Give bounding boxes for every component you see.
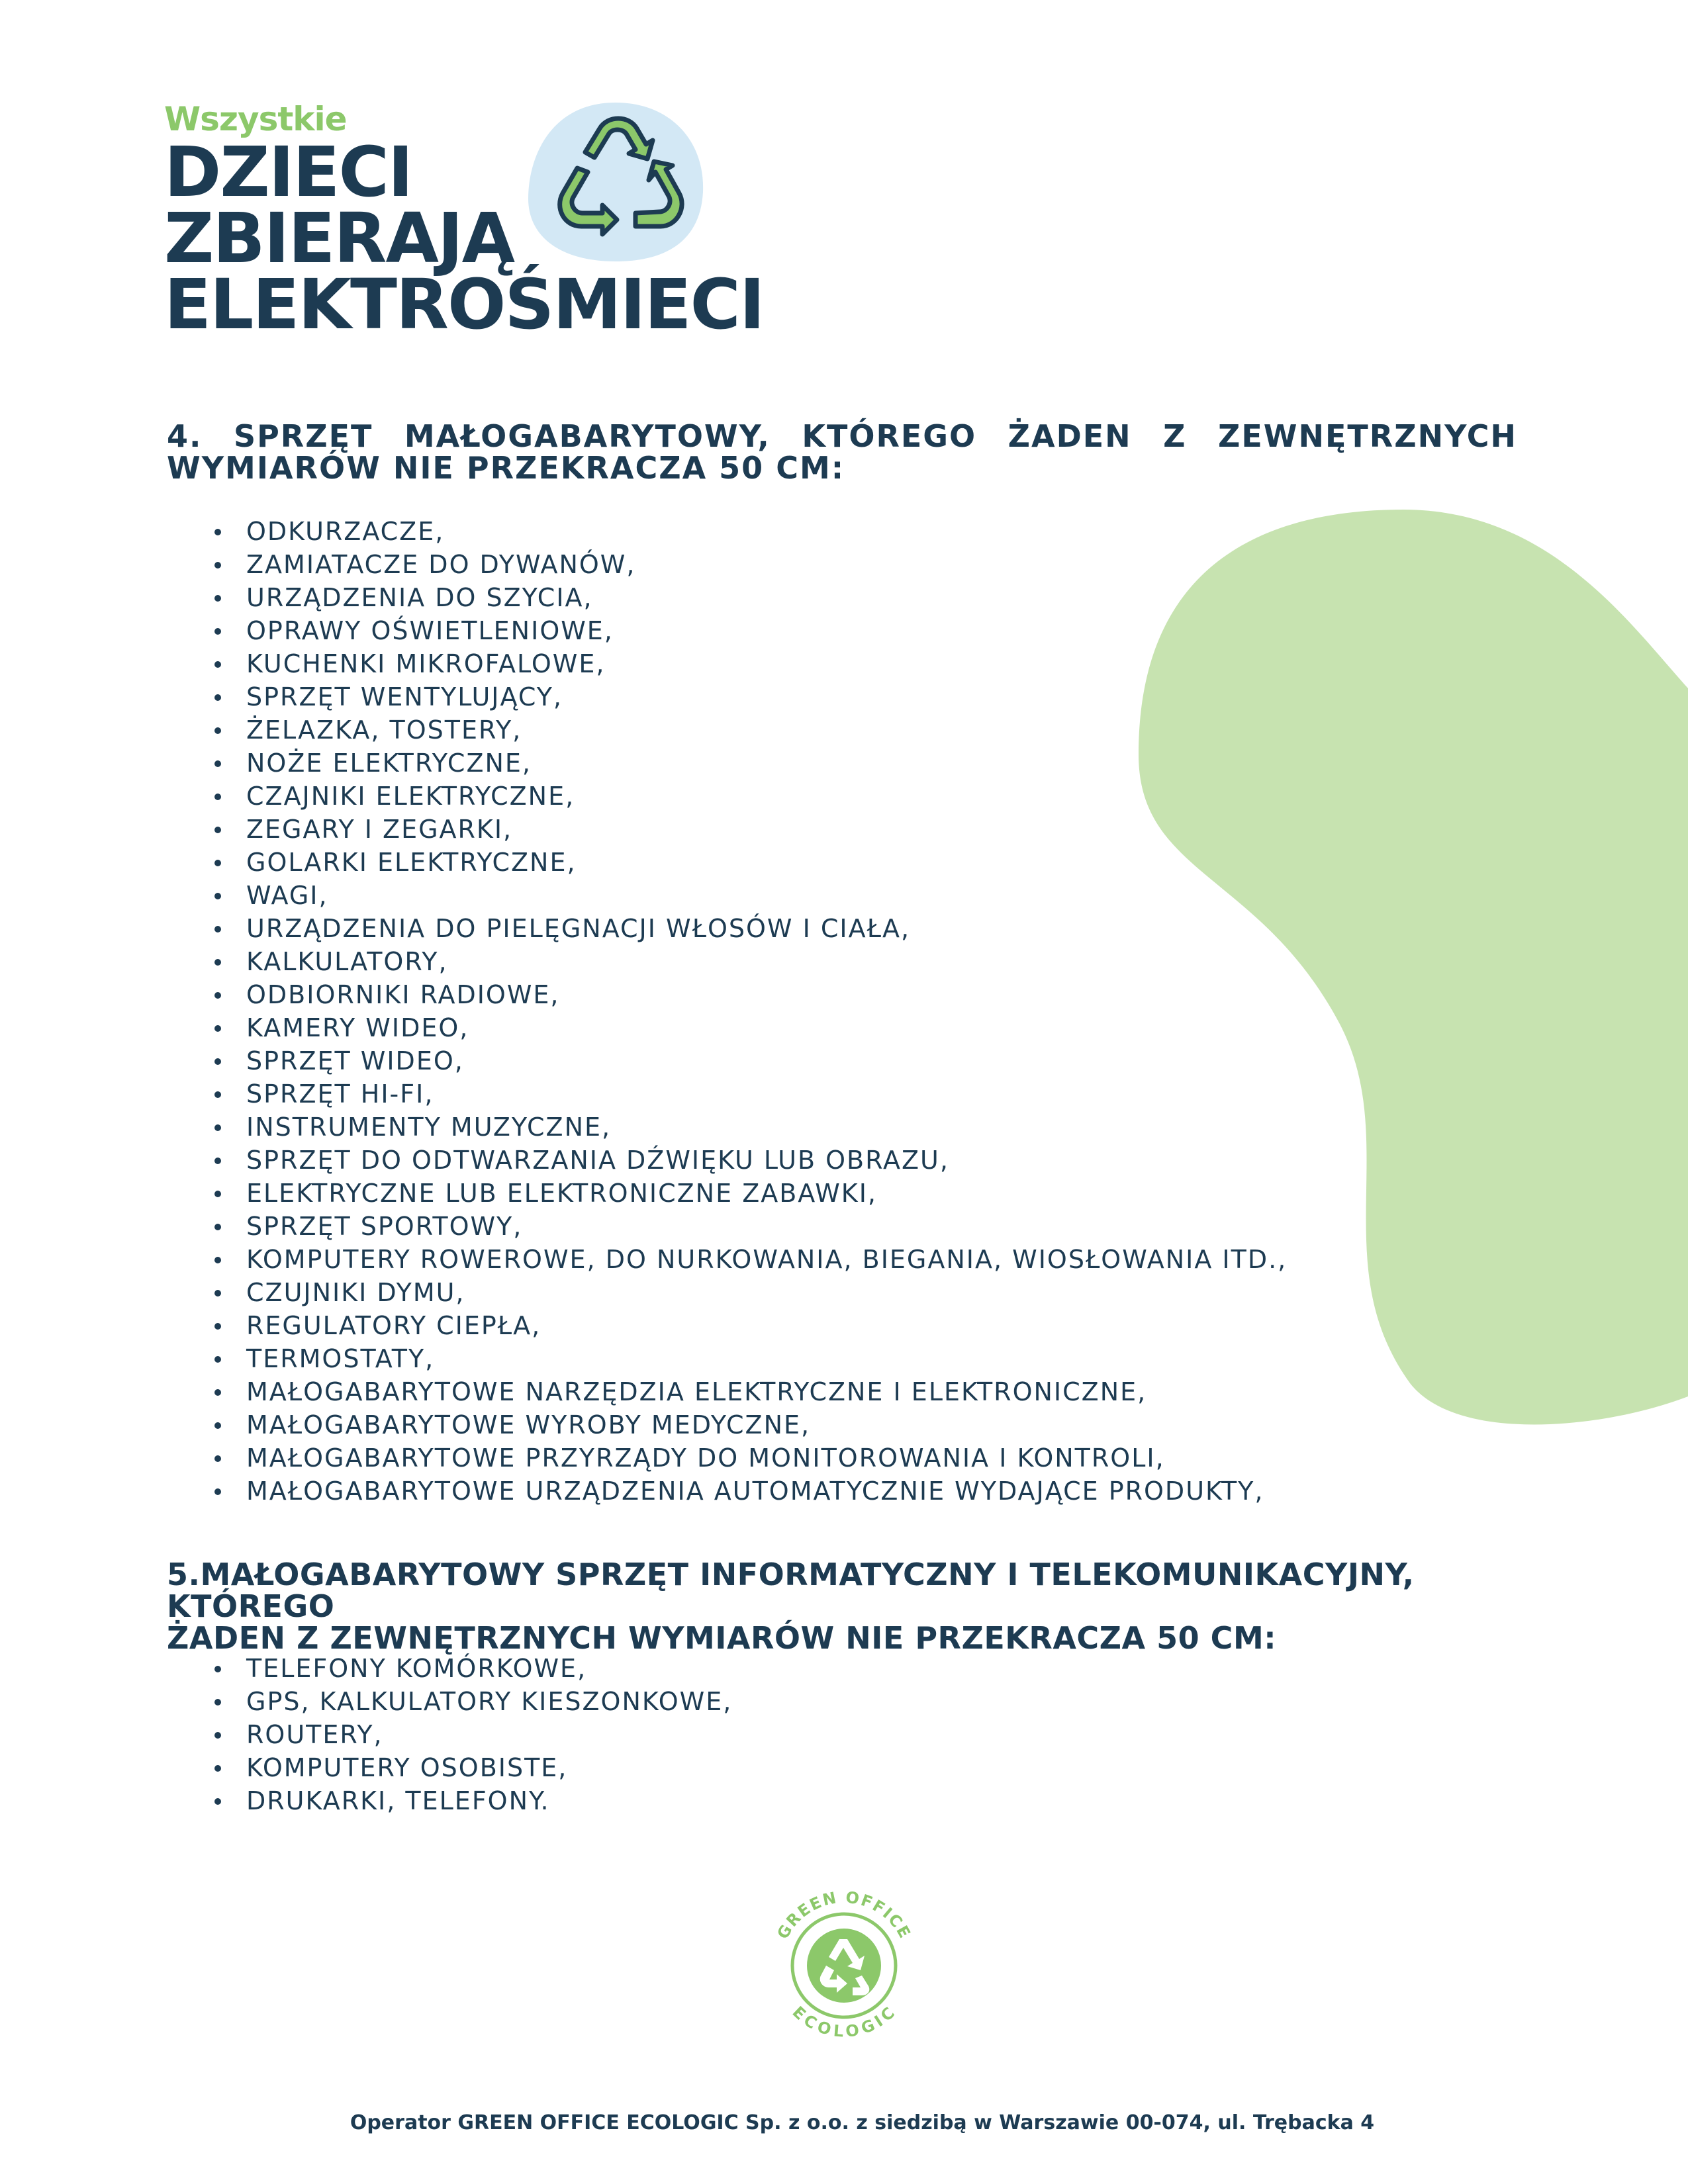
- list-item: WAGI,: [211, 879, 1287, 912]
- list-item: DRUKARKI, TELEFONY.: [211, 1784, 732, 1817]
- list-item: SPRZĘT HI-FI,: [211, 1077, 1287, 1111]
- list-item: KALKULATORY,: [211, 945, 1287, 978]
- recycle-icon: [523, 99, 708, 265]
- list-item: ODKURZACZE,: [211, 515, 1287, 548]
- list-item: ZAMIATACZE DO DYWANÓW,: [211, 548, 1287, 581]
- list-item: ROUTERY,: [211, 1718, 732, 1751]
- list-item: TERMOSTATY,: [211, 1342, 1287, 1375]
- list-item: KAMERY WIDEO,: [211, 1011, 1287, 1044]
- logo-text-bottom: ECOLOGIC: [788, 2003, 900, 2041]
- list-item: ODBIORNIKI RADIOWE,: [211, 978, 1287, 1011]
- section-5-heading: [167, 1559, 1517, 1654]
- list-item: MAŁOGABARYTOWE URZĄDZENIA AUTOMATYCZNIE WYDAJĄCE PRODUKTY,: [211, 1475, 1287, 1508]
- list-item: MAŁOGABARYTOWE NARZĘDZIA ELEKTRYCZNE I ELEKTRONICZNE,: [211, 1375, 1287, 1408]
- list-item: GOLARKI ELEKTRYCZNE,: [211, 846, 1287, 879]
- list-item: REGULATORY CIEPŁA,: [211, 1309, 1287, 1342]
- list-item: ELEKTRYCZNE LUB ELEKTRONICZNE ZABAWKI,: [211, 1177, 1287, 1210]
- list-item: KUCHENKI MIKROFALOWE,: [211, 647, 1287, 680]
- list-item: KOMPUTERY OSOBISTE,: [211, 1751, 732, 1784]
- header-kicker: Wszystkie: [164, 100, 347, 138]
- list-item: OPRAWY OŚWIETLENIOWE,: [211, 614, 1287, 647]
- list-item: URZĄDZENIA DO SZYCIA,: [211, 581, 1287, 614]
- list-item: ŻELAZKA, TOSTERY,: [211, 713, 1287, 747]
- title-line-3: ELEKTROŚMIECI: [164, 264, 764, 345]
- list-item: SPRZĘT DO ODTWARZANIA DŹWIĘKU LUB OBRAZU,: [211, 1144, 1287, 1177]
- title-line-2: ZBIERAJĄ: [164, 198, 514, 279]
- section-5-heading-line-2: ŻADEN Z ZEWNĘTRZNYCH WYMIARÓW NIE PRZEKRACZA 50 CM:: [167, 1620, 1277, 1656]
- title-line-1: DZIECI: [164, 132, 412, 212]
- list-item: MAŁOGABARYTOWE PRZYRZĄDY DO MONITOROWANIA I KONTROLI,: [211, 1441, 1287, 1475]
- list-item: SPRZĘT WENTYLUJĄCY,: [211, 680, 1287, 713]
- section-4-list: [211, 515, 1287, 1508]
- list-item: MAŁOGABARYTOWE WYROBY MEDYCZNE,: [211, 1408, 1287, 1441]
- list-item: GPS, KALKULATORY KIESZONKOWE,: [211, 1685, 732, 1718]
- list-item: KOMPUTERY ROWEROWE, DO NURKOWANIA, BIEGANIA, WIOSŁOWANIA ITD.,: [211, 1243, 1287, 1276]
- svg-text:ECOLOGIC: [789, 2003, 900, 2041]
- list-item: URZĄDZENIA DO PIELĘGNACJI WŁOSÓW I CIAŁA,: [211, 912, 1287, 945]
- list-item: ZEGARY I ZEGARKI,: [211, 813, 1287, 846]
- list-item: SPRZĘT SPORTOWY,: [211, 1210, 1287, 1243]
- section-5-heading-line-1: 5.MAŁOGABARYTOWY SPRZĘT INFORMATYCZNY I TELEKOMUNIKACYJNY, KTÓREGO: [167, 1557, 1415, 1624]
- list-item: CZUJNIKI DYMU,: [211, 1276, 1287, 1309]
- section-5-list: [211, 1652, 732, 1817]
- list-item: INSTRUMENTY MUZYCZNE,: [211, 1111, 1287, 1144]
- logo-text-top: GREEN OFFICE: [773, 1888, 915, 1942]
- footer-operator-info: Operator GREEN OFFICE ECOLOGIC Sp. z o.o. z siedzibą w Warszawie 00-074, ul. Trębacka 4: [350, 2111, 1375, 2134]
- list-item: CZAJNIKI ELEKTRYCZNE,: [211, 780, 1287, 813]
- list-item: TELEFONY KOMÓRKOWE,: [211, 1652, 732, 1685]
- list-item: NOŻE ELEKTRYCZNE,: [211, 747, 1287, 780]
- section-4-heading: 4. SPRZĘT MAŁOGABARYTOWY, KTÓREGO ŻADEN Z ZEWNĘTRZNYCH WYMIARÓW NIE PRZEKRACZA 50 CM:: [167, 418, 1517, 486]
- list-item: SPRZĘT WIDEO,: [211, 1044, 1287, 1077]
- green-office-ecologic-logo: [755, 1876, 933, 2055]
